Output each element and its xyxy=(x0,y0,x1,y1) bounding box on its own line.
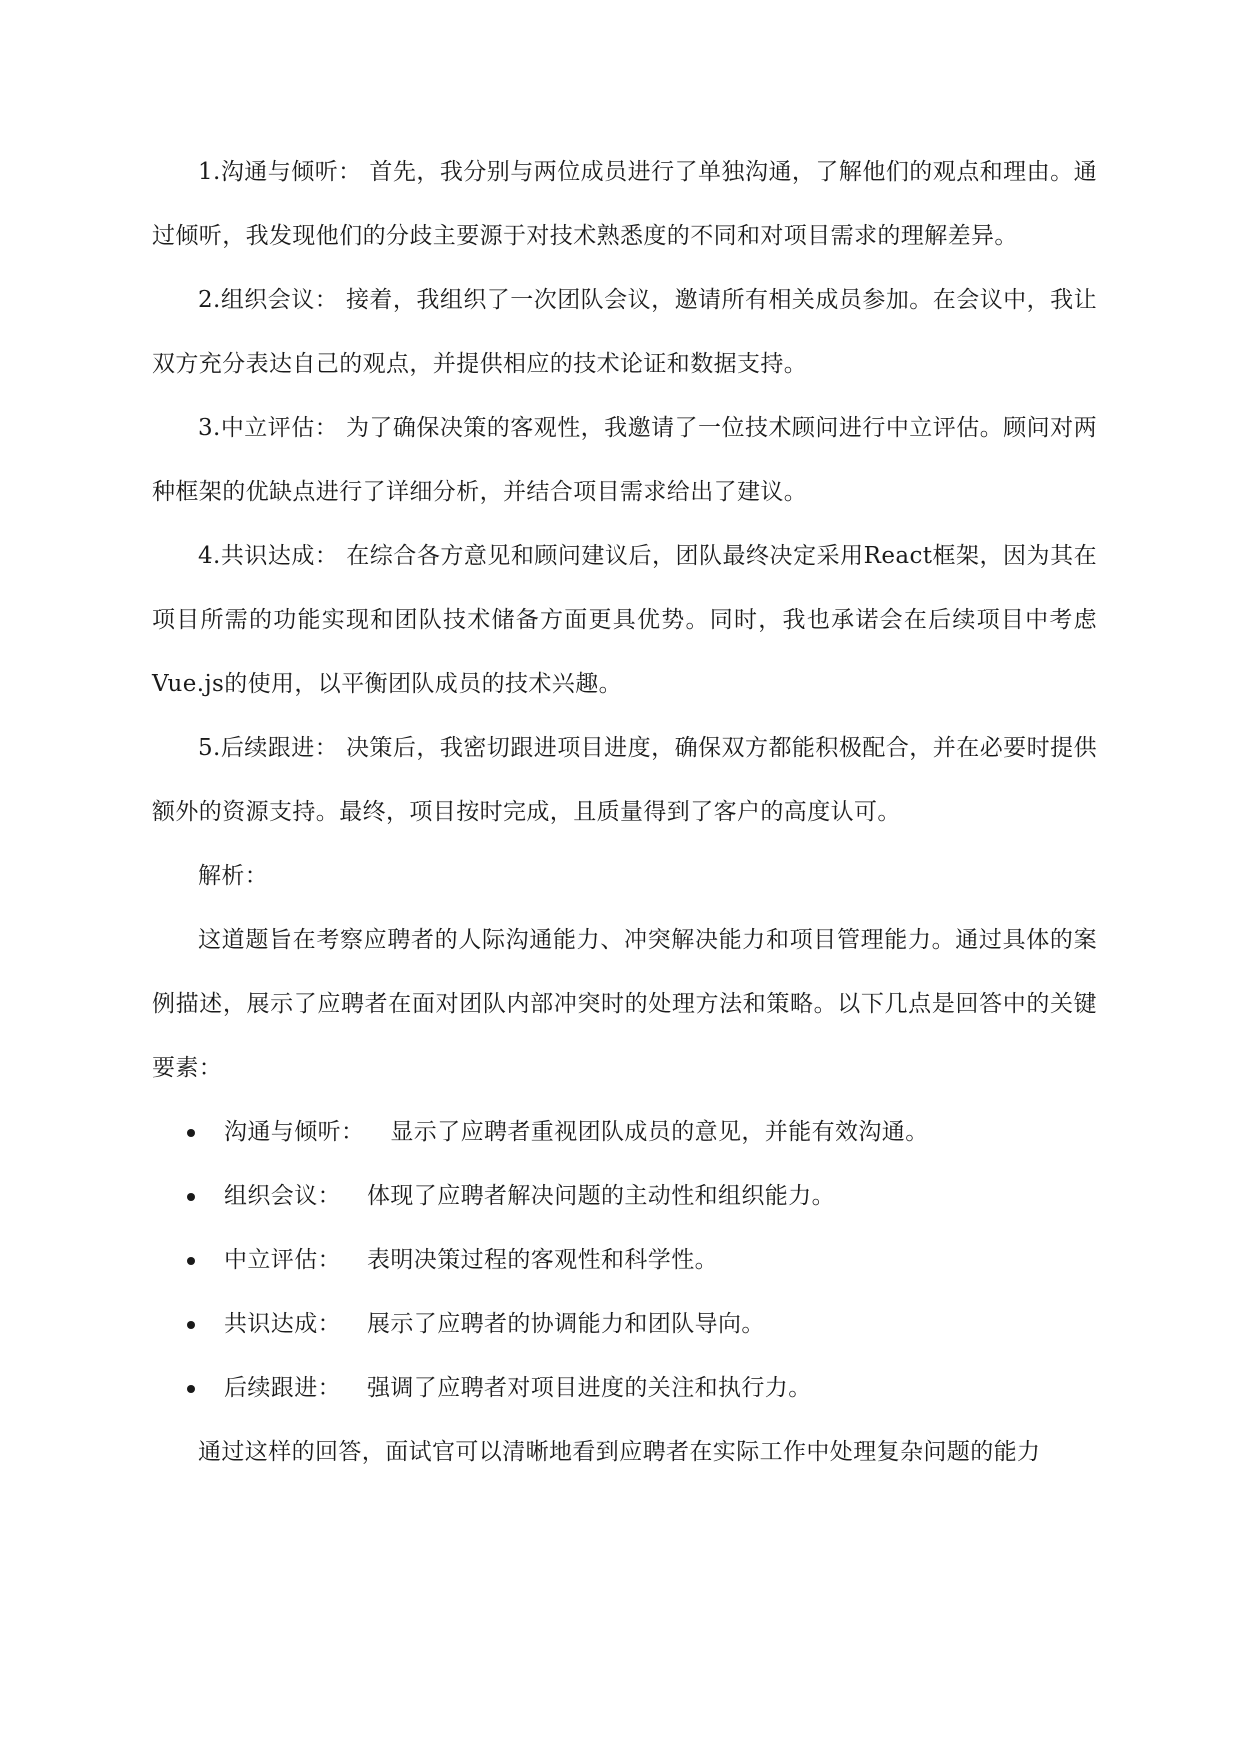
document-body xyxy=(152,140,1097,1484)
closing-paragraph: 通过这样的回答，面试官可以清晰地看到应聘者在实际工作中处理复杂问题的能力 xyxy=(198,1439,1041,1465)
analysis-heading: 解析： xyxy=(198,863,269,889)
list-item-term: 共识达成： xyxy=(224,1311,341,1337)
list-item xyxy=(152,1292,1097,1356)
list-item-term: 沟通与倾听： xyxy=(224,1119,365,1145)
list-item-text: 展示了应聘者的协调能力和团队导向。 xyxy=(367,1311,765,1337)
list-item-text: 体现了应聘者解决问题的主动性和组织能力。 xyxy=(367,1183,835,1209)
step-paragraph-1: 1.沟通与倾听： 首先，我分别与两位成员进行了单独沟通，了解他们的观点和理由。通过倾听，我发现他们的分歧主要源于对技术熟悉度的不同和对项目需求的理解差异。 xyxy=(152,159,1097,249)
list-item xyxy=(152,1164,1097,1228)
bullet-icon xyxy=(187,1321,195,1329)
list-item xyxy=(152,1228,1097,1292)
bullet-icon xyxy=(187,1385,195,1393)
step-paragraph-5: 5.后续跟进： 决策后，我密切跟进项目进度，确保双方都能积极配合，并在必要时提供额外的资源支持。最终，项目按时完成，且质量得到了客户的高度认可。 xyxy=(152,735,1097,825)
key-points-list xyxy=(152,1100,1097,1420)
bullet-icon xyxy=(187,1129,195,1137)
step-paragraph-3: 3.中立评估： 为了确保决策的客观性，我邀请了一位技术顾问进行中立评估。顾问对两种框架的优缺点进行了详细分析，并结合项目需求给出了建议。 xyxy=(152,415,1097,505)
list-item-term: 中立评估： xyxy=(224,1247,341,1273)
list-item-term: 组织会议： xyxy=(224,1183,341,1209)
list-item-text: 表明决策过程的客观性和科学性。 xyxy=(367,1247,718,1273)
list-item-text: 显示了应聘者重视团队成员的意见，并能有效沟通。 xyxy=(390,1119,929,1145)
step-paragraph-2: 2.组织会议： 接着，我组织了一次团队会议，邀请所有相关成员参加。在会议中，我让双方充分表达自己的观点，并提供相应的技术论证和数据支持。 xyxy=(152,287,1097,377)
analysis-paragraph: 这道题旨在考察应聘者的人际沟通能力、冲突解决能力和项目管理能力。通过具体的案例描述，展示了应聘者在面对团队内部冲突时的处理方法和策略。以下几点是回答中的关键要素： xyxy=(152,927,1097,1081)
list-item xyxy=(152,1356,1097,1420)
bullet-icon xyxy=(187,1193,195,1201)
list-item-term: 后续跟进： xyxy=(224,1375,341,1401)
step-paragraph-4: 4.共识达成： 在综合各方意见和顾问建议后，团队最终决定采用React框架，因为其在项目所需的功能实现和团队技术储备方面更具优势。同时，我也承诺会在后续项目中考虑Vue.js的使用，以平衡团队成员的技术兴趣。 xyxy=(152,543,1097,697)
list-item-text: 强调了应聘者对项目进度的关注和执行力。 xyxy=(367,1375,812,1401)
list-item xyxy=(152,1100,1097,1164)
bullet-icon xyxy=(187,1257,195,1265)
